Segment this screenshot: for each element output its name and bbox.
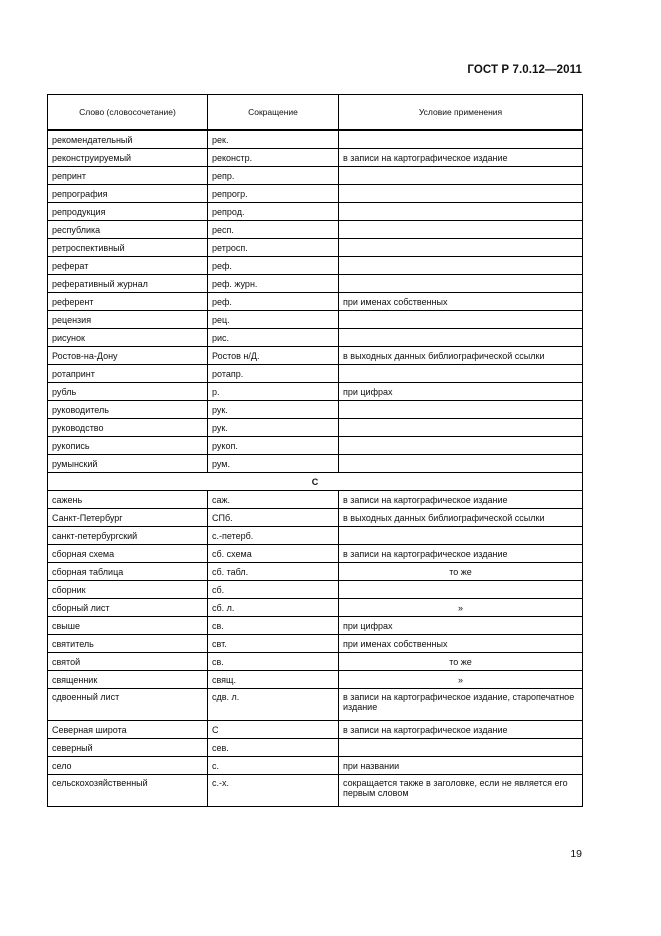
table-row [48, 275, 583, 293]
abbreviation-cell: СПб. [208, 509, 339, 527]
abbreviation-cell: ротапр. [208, 365, 339, 383]
condition-cell [339, 130, 583, 149]
abbreviation-cell: С [208, 721, 339, 739]
abbreviation-cell: Ростов н/Д. [208, 347, 339, 365]
column-header-word: Слово (словосочетание) [48, 95, 208, 131]
table-row [48, 293, 583, 311]
abbreviation-cell: репрогр. [208, 185, 339, 203]
abbreviation-cell: сб. л. [208, 599, 339, 617]
abbreviations-table [47, 94, 583, 807]
condition-cell [339, 437, 583, 455]
abbreviation-cell: св. [208, 653, 339, 671]
table-header-row [48, 95, 583, 131]
abbreviation-cell: сб. [208, 581, 339, 599]
condition-cell: в записи на картографическое издание, старопечатное издание [339, 689, 583, 721]
table-row [48, 401, 583, 419]
table-row [48, 545, 583, 563]
table-row [48, 739, 583, 757]
table-row [48, 239, 583, 257]
word-cell: сборный лист [48, 599, 208, 617]
word-cell: репринт [48, 167, 208, 185]
condition-cell: при цифрах [339, 383, 583, 401]
condition-cell: сокращается также в заголовке, если не является его первым словом [339, 775, 583, 807]
condition-cell [339, 221, 583, 239]
table-row [48, 581, 583, 599]
condition-cell: » [339, 671, 583, 689]
word-cell: священник [48, 671, 208, 689]
abbreviation-cell: рек. [208, 130, 339, 149]
abbreviation-cell: свящ. [208, 671, 339, 689]
abbreviation-cell: респ. [208, 221, 339, 239]
abbreviation-cell: саж. [208, 491, 339, 509]
table-row [48, 365, 583, 383]
condition-cell: при именах собственных [339, 635, 583, 653]
word-cell: сельскохозяйственный [48, 775, 208, 807]
table-row [48, 455, 583, 473]
word-cell: сборник [48, 581, 208, 599]
word-cell: санкт-петербургский [48, 527, 208, 545]
condition-cell [339, 257, 583, 275]
abbreviation-cell: репр. [208, 167, 339, 185]
table-row [48, 149, 583, 167]
abbreviation-cell: сб. схема [208, 545, 339, 563]
table-row [48, 757, 583, 775]
word-cell: руководитель [48, 401, 208, 419]
word-cell: сборная таблица [48, 563, 208, 581]
condition-cell [339, 167, 583, 185]
condition-cell [339, 239, 583, 257]
word-cell: ротапринт [48, 365, 208, 383]
word-cell: репрография [48, 185, 208, 203]
abbreviation-cell: сдв. л. [208, 689, 339, 721]
column-header-abbreviation: Сокращение [208, 95, 339, 131]
word-cell: ретроспективный [48, 239, 208, 257]
word-cell: святитель [48, 635, 208, 653]
table-row [48, 185, 583, 203]
condition-cell [339, 365, 583, 383]
table-row [48, 311, 583, 329]
table-row [48, 509, 583, 527]
abbreviation-cell: реф. журн. [208, 275, 339, 293]
table-row [48, 653, 583, 671]
word-cell: рецензия [48, 311, 208, 329]
word-cell: село [48, 757, 208, 775]
word-cell: реферат [48, 257, 208, 275]
table-row [48, 563, 583, 581]
condition-cell [339, 311, 583, 329]
table-row [48, 419, 583, 437]
abbreviation-cell: реф. [208, 293, 339, 311]
word-cell: Ростов-на-Дону [48, 347, 208, 365]
table-row [48, 221, 583, 239]
condition-cell: в записи на картографическое издание [339, 149, 583, 167]
section-letter: С [48, 473, 583, 491]
condition-cell: в записи на картографическое издание [339, 491, 583, 509]
table-row [48, 599, 583, 617]
word-cell: рекомендательный [48, 130, 208, 149]
abbreviation-cell: р. [208, 383, 339, 401]
condition-cell [339, 455, 583, 473]
condition-cell [339, 185, 583, 203]
word-cell: руководство [48, 419, 208, 437]
abbreviation-cell: сев. [208, 739, 339, 757]
table-row [48, 775, 583, 807]
word-cell: референт [48, 293, 208, 311]
condition-cell [339, 419, 583, 437]
word-cell: рисунок [48, 329, 208, 347]
table-row [48, 671, 583, 689]
table-row [48, 347, 583, 365]
table-row [48, 617, 583, 635]
table-row [48, 527, 583, 545]
column-header-condition: Условие применения [339, 95, 583, 131]
abbreviation-cell: рук. [208, 419, 339, 437]
condition-cell: в записи на картографическое издание [339, 545, 583, 563]
abbreviation-cell: реф. [208, 257, 339, 275]
word-cell: северный [48, 739, 208, 757]
word-cell: рукопись [48, 437, 208, 455]
word-cell: свыше [48, 617, 208, 635]
table-row [48, 130, 583, 149]
abbreviation-cell: рук. [208, 401, 339, 419]
table-row [48, 721, 583, 739]
condition-cell [339, 581, 583, 599]
abbreviation-cell: св. [208, 617, 339, 635]
condition-cell [339, 401, 583, 419]
table-body [48, 130, 583, 807]
word-cell: Северная широта [48, 721, 208, 739]
condition-cell [339, 275, 583, 293]
abbreviation-cell: репрод. [208, 203, 339, 221]
condition-cell [339, 203, 583, 221]
condition-cell [339, 527, 583, 545]
condition-cell [339, 329, 583, 347]
table-row [48, 689, 583, 721]
condition-cell: в выходных данных библиографической ссылки [339, 509, 583, 527]
condition-cell: в выходных данных библиографической ссылки [339, 347, 583, 365]
word-cell: репродукция [48, 203, 208, 221]
table-row [48, 203, 583, 221]
abbreviation-cell: сб. табл. [208, 563, 339, 581]
table-row [48, 383, 583, 401]
abbreviation-cell: свт. [208, 635, 339, 653]
condition-cell: в записи на картографическое издание [339, 721, 583, 739]
word-cell: румынский [48, 455, 208, 473]
condition-cell: » [339, 599, 583, 617]
word-cell: республика [48, 221, 208, 239]
table-row [48, 437, 583, 455]
condition-cell: при названии [339, 757, 583, 775]
table-row [48, 167, 583, 185]
word-cell: сдвоенный лист [48, 689, 208, 721]
table-row [48, 635, 583, 653]
table-row [48, 491, 583, 509]
abbreviation-cell: ретросп. [208, 239, 339, 257]
condition-cell: при именах собственных [339, 293, 583, 311]
abbreviation-cell: реконстр. [208, 149, 339, 167]
page-number: 19 [570, 848, 582, 860]
word-cell: реферативный журнал [48, 275, 208, 293]
word-cell: рубль [48, 383, 208, 401]
table-row [48, 329, 583, 347]
table-row [48, 257, 583, 275]
abbreviation-cell: рец. [208, 311, 339, 329]
word-cell: сажень [48, 491, 208, 509]
condition-cell [339, 739, 583, 757]
section-heading-row [48, 473, 583, 491]
abbreviation-cell: рукоп. [208, 437, 339, 455]
word-cell: реконструируемый [48, 149, 208, 167]
condition-cell: то же [339, 653, 583, 671]
word-cell: сборная схема [48, 545, 208, 563]
abbreviation-cell: с. [208, 757, 339, 775]
abbreviation-cell: рис. [208, 329, 339, 347]
document-standard-header: ГОСТ Р 7.0.12—2011 [467, 64, 582, 76]
condition-cell: то же [339, 563, 583, 581]
condition-cell: при цифрах [339, 617, 583, 635]
abbreviation-cell: с.-х. [208, 775, 339, 807]
abbreviation-cell: с.-петерб. [208, 527, 339, 545]
word-cell: Санкт-Петербург [48, 509, 208, 527]
word-cell: святой [48, 653, 208, 671]
abbreviation-cell: рум. [208, 455, 339, 473]
